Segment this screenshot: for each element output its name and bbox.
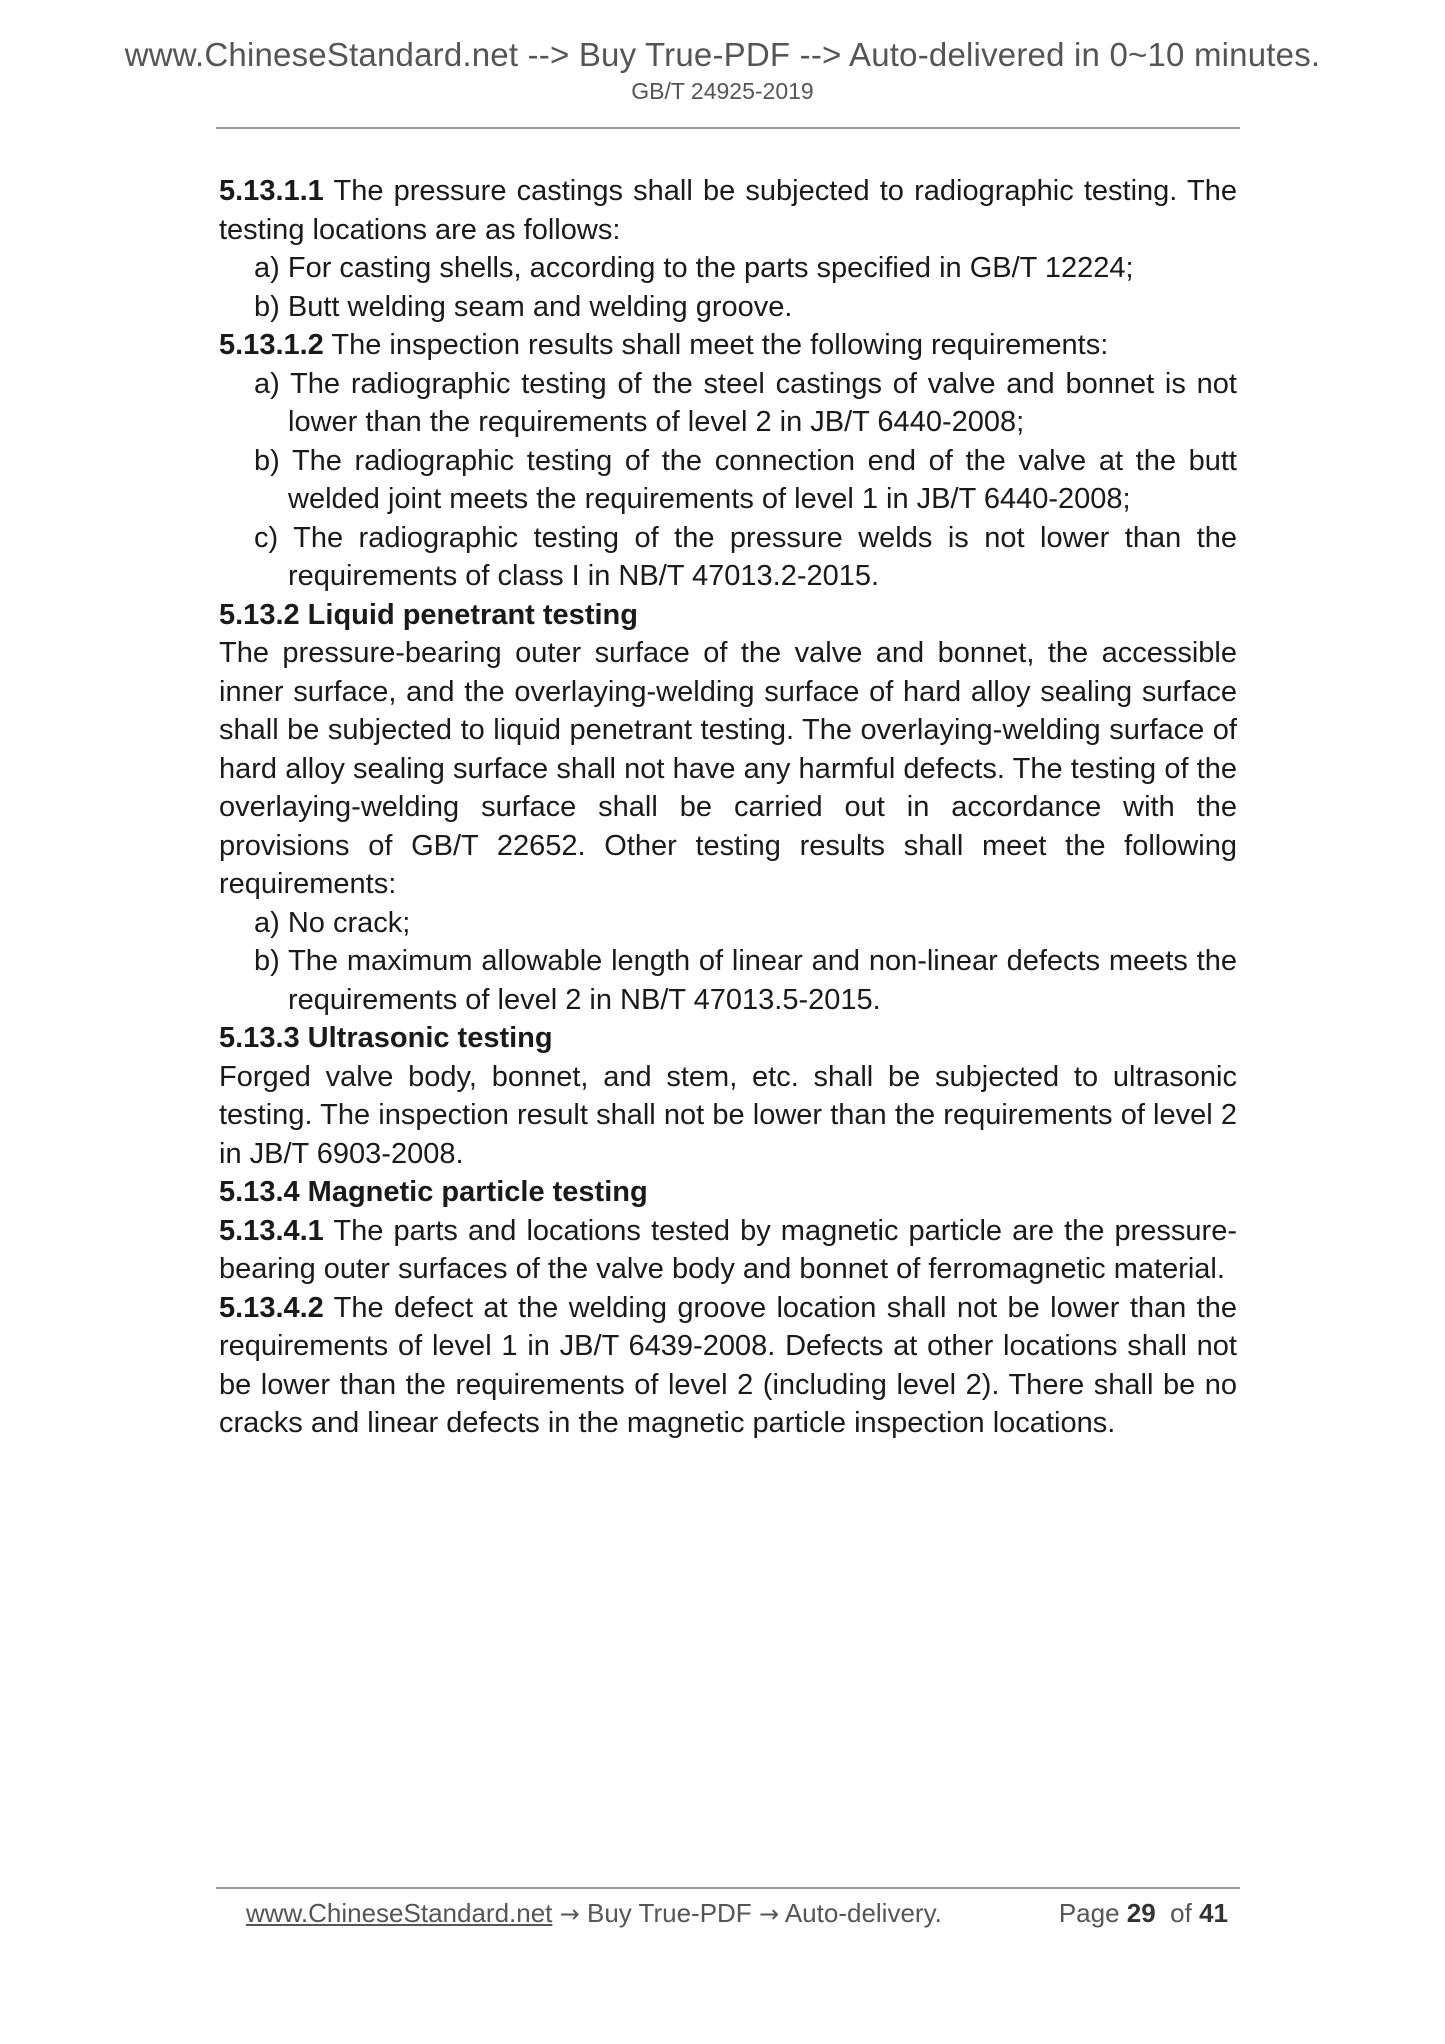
header-banner: www.ChineseStandard.net --> Buy True-PDF --> Auto-delivered in 0~10 minutes. [124, 36, 1321, 73]
item-label: b) [254, 290, 280, 323]
item-text: No crack; [287, 906, 411, 939]
item-label: c) [254, 521, 279, 554]
item-text: The radiographic testing of the connection end of the valve at the butt welded joint meets the requirements of level 1 in JB/T 6440-2008; [288, 444, 1237, 515]
item-label: a) [254, 906, 280, 939]
item-text: The maximum allowable length of linear and non-linear defects meets the requirements of level 2 in NB/T 47013.5-2015. [288, 945, 1237, 1016]
item-text: The radiographic testing of the pressure welds is not lower than the requirements of class I in NB/T 47013.2-2015. [288, 521, 1237, 592]
clause-5-13-1-2 [219, 326, 1237, 365]
list-item [219, 942, 1237, 1019]
footer-buy-text: Buy True-PDF [586, 1898, 752, 1928]
section-heading-5-13-3: 5.13.3 Ultrasonic testing [219, 1022, 553, 1054]
page-label: Page [1058, 1898, 1120, 1928]
footer-delivery-text: Auto-delivery. [784, 1898, 942, 1928]
of-label: of [1170, 1898, 1192, 1928]
footer-site-link[interactable]: www.ChineseStandard.net [246, 1898, 553, 1928]
list-item [219, 442, 1237, 519]
page-footer [246, 1898, 1236, 1938]
arrow-right-icon: → [758, 1900, 780, 1928]
section-body-5-13-2: The pressure-bearing outer surface of the valve and bonnet, the accessible inner surface, and the overlaying-welding surface of hard alloy sealing surface shall be subjected to liquid penetrant testing. The overlaying-welding surface of hard alloy sealing surface shall not have any harmful defects. The testing of the overlaying-welding surface shall be carried out in accordance with the provisions of GB/T 22652. Other testing results shall meet the following requirements: [219, 637, 1237, 900]
page-content [219, 172, 1237, 1443]
list-item [219, 904, 1237, 943]
clause-text: The inspection results shall meet the following requirements: [323, 329, 1109, 361]
page-number: 29 [1126, 1898, 1156, 1928]
item-text: The radiographic testing of the steel castings of valve and bonnet is not lower than the requirements of level 2 in JB/T 6440-2008; [288, 367, 1237, 438]
header-divider [216, 127, 1240, 129]
item-text: Butt welding seam and welding groove. [287, 290, 793, 323]
list-item [219, 249, 1237, 288]
clause-number: 5.13.4.1 [219, 1214, 324, 1247]
clause-5-13-4-2 [219, 1289, 1237, 1443]
document-code: GB/T 24925-2019 [631, 78, 814, 104]
item-label: b) [254, 945, 280, 977]
total-pages: 41 [1199, 1898, 1228, 1928]
item-label: b) [254, 444, 280, 477]
section-heading-5-13-2: 5.13.2 Liquid penetrant testing [219, 598, 638, 631]
clause-text: The defect at the welding groove location shall not be lower than the requirements of level 1 in JB/T 6439-2008. Defects at other locations shall not be lower than the requirements of level 2 (including level 2). There shall be no cracks and linear defects in the magnetic particle inspection locations. [219, 1291, 1237, 1439]
list-item [219, 288, 1237, 327]
clause-text: The parts and locations tested by magnetic particle are the pressure-bearing outer surfaces of the valve body and bonnet of ferromagnetic material. [219, 1214, 1237, 1285]
footer-divider [216, 1887, 1240, 1889]
arrow-right-icon: → [559, 1900, 580, 1928]
section-body-5-13-3: Forged valve body, bonnet, and stem, etc. shall be subjected to ultrasonic testing. The inspection result shall not be lower than the requirements of level 2 in JB/T 6903-2008. [219, 1060, 1237, 1170]
list-item [219, 365, 1237, 442]
item-label: a) [254, 252, 280, 284]
clause-text: The pressure castings shall be subjected to radiographic testing. The testing locations are as follows: [219, 175, 1237, 246]
clause-5-13-1-1 [219, 172, 1237, 249]
clause-number: 5.13.4.2 [219, 1291, 324, 1324]
clause-number: 5.13.1.1 [219, 175, 324, 207]
clause-5-13-4-1 [219, 1212, 1237, 1289]
item-text: For casting shells, according to the parts specified in GB/T 12224; [287, 252, 1134, 284]
item-label: a) [254, 367, 280, 400]
page-indicator [1059, 1898, 1228, 1929]
clause-number: 5.13.1.2 [219, 329, 324, 361]
list-item [219, 519, 1237, 596]
section-heading-5-13-4: 5.13.4 Magnetic particle testing [219, 1176, 648, 1208]
